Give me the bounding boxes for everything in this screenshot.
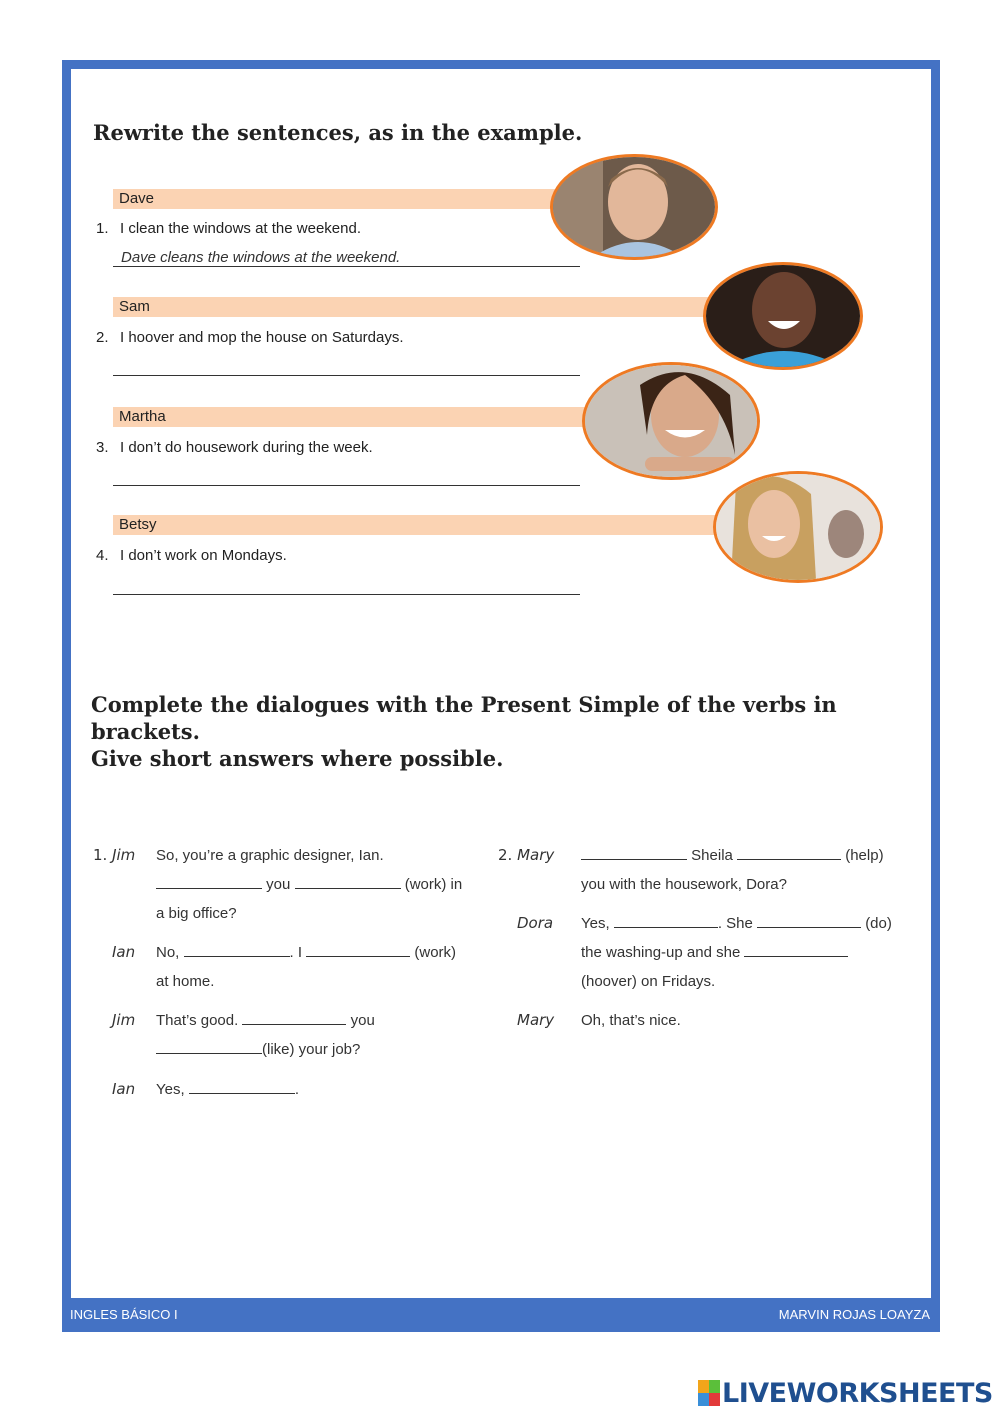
photo-betsy	[713, 471, 883, 583]
dialogue1-jim	[93, 846, 135, 864]
line-text: That’s good.	[156, 1012, 239, 1029]
answer-line-2	[113, 375, 580, 376]
line-text: Yes,	[156, 1081, 185, 1098]
dialogue1-ian: Ian	[112, 943, 136, 961]
line-text: Yes,	[581, 915, 610, 932]
answer-blank[interactable]	[614, 915, 718, 928]
dialogue-line	[156, 1012, 375, 1029]
dialogue-line: So, you’re a graphic designer, Ian.	[156, 847, 384, 864]
brand-text: LIVEWORKSHEETS	[722, 1377, 993, 1409]
line-text: . I	[289, 944, 303, 961]
speaker-name: Jim	[112, 846, 136, 864]
name-label: Martha	[119, 408, 166, 425]
line-text: .	[294, 1081, 299, 1098]
dialogue-line: at home.	[156, 973, 215, 990]
line-text: you	[266, 876, 291, 893]
heading-line: Give short answers where possible.	[91, 746, 504, 771]
line-text: the washing-up and she	[581, 944, 741, 961]
dialogue-line	[156, 944, 456, 961]
photo-sam	[703, 262, 863, 370]
dialogue-line	[156, 1041, 360, 1058]
footer-course: INGLES BÁSICO I	[70, 1307, 178, 1322]
portrait-icon	[585, 365, 757, 477]
sentence-text: I don’t do housework during the week.	[120, 439, 373, 456]
footer-author: MARVIN ROJAS LOAYZA	[778, 1307, 930, 1322]
dialogue-line	[156, 876, 462, 893]
name-bar-betsy	[113, 515, 738, 535]
dialogue2-mary-2: Mary	[517, 1011, 555, 1029]
dialogue-line	[581, 915, 892, 932]
heading-line: Complete the dialogues with the Present Simple of the verbs in brackets.	[91, 692, 837, 744]
answer-line-1	[113, 266, 580, 267]
answer-blank[interactable]	[189, 1081, 295, 1094]
answer-line-3	[113, 485, 580, 486]
sentence-text: I don’t work on Mondays.	[120, 547, 287, 564]
item-number: 1.	[96, 220, 109, 237]
answer-blank[interactable]	[242, 1012, 346, 1025]
dialogue-line: you with the housework, Dora?	[581, 876, 787, 893]
dialogue2-mary	[498, 846, 554, 864]
dialogue-number: 1.	[93, 846, 108, 864]
liveworksheets-logo	[698, 1376, 993, 1410]
answer-input-3[interactable]	[113, 466, 584, 486]
answer-blank[interactable]	[581, 847, 687, 860]
answer-input-4[interactable]	[113, 575, 584, 595]
name-bar-sam	[113, 297, 733, 317]
name-bar-dave	[113, 189, 583, 209]
section1-heading: Rewrite the sentences, as in the example.	[93, 120, 583, 145]
line-text: you	[350, 1012, 375, 1029]
sentence-3	[96, 439, 373, 456]
name-label: Dave	[119, 190, 155, 207]
answer-blank[interactable]	[744, 944, 848, 957]
line-text: No,	[156, 944, 180, 961]
name-label: Betsy	[119, 516, 157, 533]
answer-blank[interactable]	[156, 876, 262, 889]
footer-bar	[62, 1298, 940, 1332]
item-number: 4.	[96, 547, 109, 564]
section2-heading	[91, 691, 931, 772]
sentence-4	[96, 547, 287, 564]
portrait-icon	[553, 157, 715, 257]
line-text: (help)	[845, 847, 884, 864]
line-text: . She	[717, 915, 753, 932]
portrait-icon	[706, 265, 860, 367]
liveworksheets-icon	[698, 1380, 720, 1406]
line-text: Sheila	[691, 847, 733, 864]
portrait-icon	[716, 474, 880, 580]
answer-blank[interactable]	[156, 1041, 262, 1054]
answer-blank[interactable]	[757, 915, 861, 928]
line-text: (work)	[414, 944, 457, 961]
dialogue-line: (hoover) on Fridays.	[581, 973, 716, 990]
dialogue-line	[156, 1081, 299, 1098]
line-text: (like) your job?	[262, 1041, 361, 1058]
item-number: 2.	[96, 329, 109, 346]
dialogue-line	[581, 847, 884, 864]
answer-blank[interactable]	[306, 944, 410, 957]
dialogue-line	[581, 944, 848, 961]
dialogue-number: 2.	[498, 846, 513, 864]
example-answer: Dave cleans the windows at the weekend.	[121, 249, 401, 266]
sentence-text: I clean the windows at the weekend.	[120, 220, 361, 237]
dialogue1-jim-2: Jim	[112, 1011, 136, 1029]
dialogue-line: Oh, that’s nice.	[581, 1012, 681, 1029]
sentence-1	[96, 220, 361, 237]
answer-blank[interactable]	[737, 847, 841, 860]
photo-dave	[550, 154, 718, 260]
dialogue1-ian-2: Ian	[112, 1080, 136, 1098]
answer-line-4	[113, 594, 580, 595]
answer-input-2[interactable]	[113, 356, 584, 376]
answer-blank[interactable]	[295, 876, 401, 889]
line-text: (work) in	[404, 876, 463, 893]
answer-blank[interactable]	[184, 944, 290, 957]
name-bar-martha	[113, 407, 613, 427]
item-number: 3.	[96, 439, 109, 456]
dialogue2-dora: Dora	[517, 914, 554, 932]
photo-martha	[582, 362, 760, 480]
sentence-text: I hoover and mop the house on Saturdays.	[120, 329, 404, 346]
name-label: Sam	[119, 298, 150, 315]
speaker-name: Mary	[517, 846, 555, 864]
sentence-2	[96, 329, 404, 346]
dialogue-line: a big office?	[156, 905, 237, 922]
line-text: (do)	[865, 915, 892, 932]
